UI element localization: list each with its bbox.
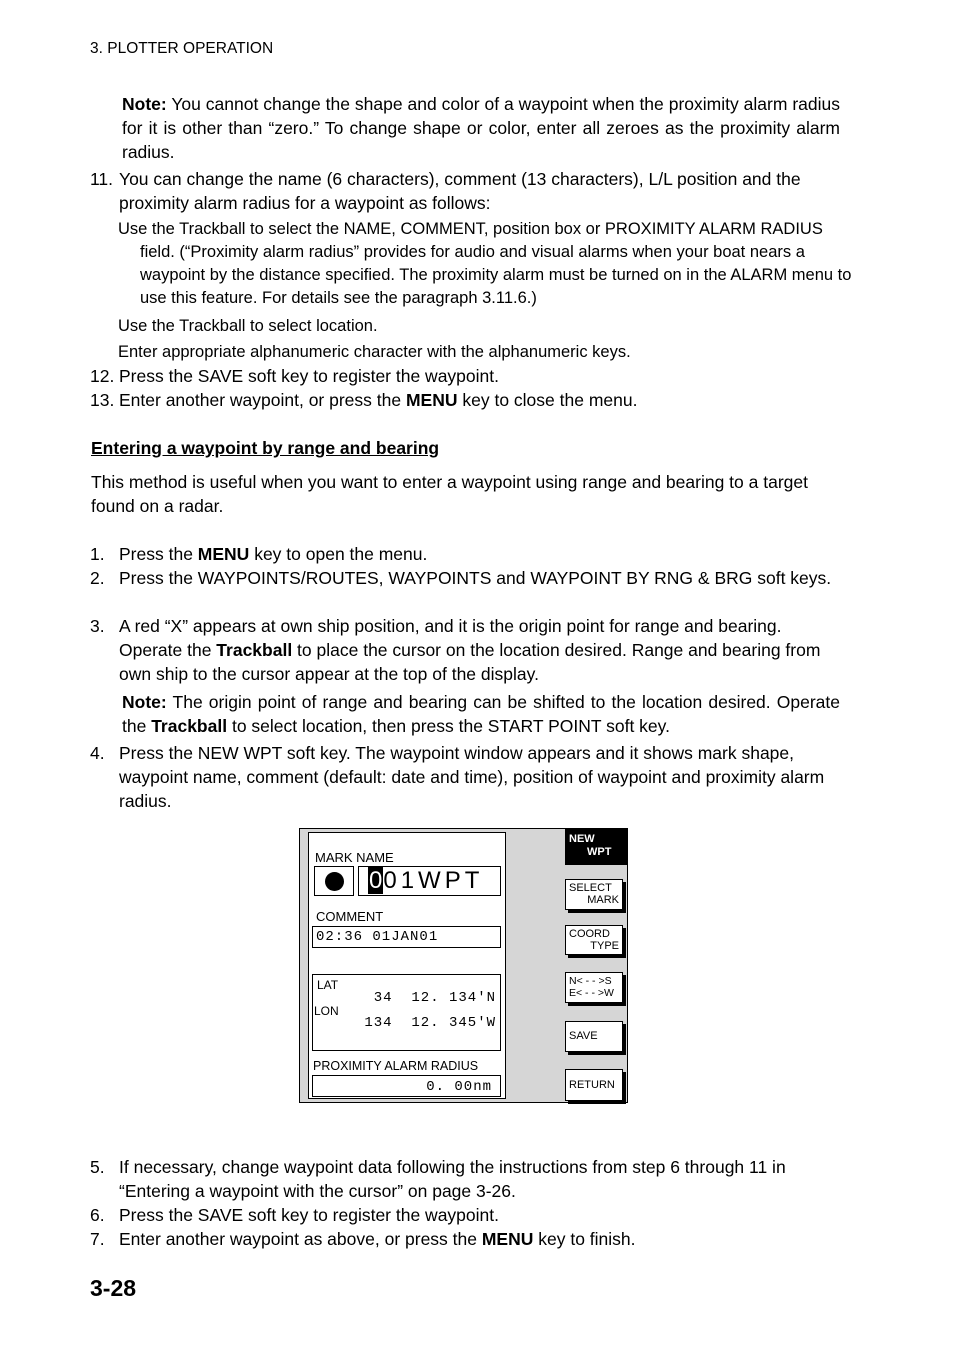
mark-name-label: MARK NAME [315, 850, 394, 865]
position-box[interactable] [312, 974, 501, 1051]
trackball-label: Trackball [216, 640, 293, 660]
step-number: 1. [90, 544, 105, 564]
select-mark-softkey[interactable] [565, 879, 623, 910]
softkey-label: COORD [569, 928, 610, 940]
step-text: Press the [119, 544, 198, 564]
step-text: Press the SAVE soft key to register the waypoint. [119, 1205, 499, 1225]
page-number: 3-28 [90, 1275, 137, 1301]
step-text: Press the WAYPOINTS/ROUTES, WAYPOINTS and WAYPOINT BY RNG & BRG soft keys. [119, 568, 832, 588]
menu-key-label: MENU [405, 390, 458, 410]
softkey-label: WPT [587, 846, 612, 858]
step-number: 6. [90, 1205, 105, 1225]
step-11 [90, 167, 842, 215]
step-text: Press the NEW WPT soft key. The waypoint window appears and it shows mark shape, waypoint name, comment (default: date and time), position of waypoint and proximity alarm radius. [119, 743, 825, 811]
softkey-label: TYPE [590, 940, 619, 952]
step-6 [90, 1203, 842, 1227]
step-number: 4. [90, 743, 105, 763]
step-text: key to open the menu. [249, 544, 428, 564]
mark-name-field[interactable] [358, 866, 501, 896]
comment-label: COMMENT [316, 909, 384, 924]
step-5 [90, 1155, 842, 1203]
note-text: You cannot change the shape and color of a waypoint when the proximity alarm radius for it is other than “zero.” To change shape or color, enter all zeroes as the proximity alarm radius. [122, 94, 841, 162]
menu-key-label: MENU [197, 544, 250, 564]
step-11-sub-2: Use the Trackball to select location. [118, 317, 378, 335]
note-paragraph-2 [122, 690, 840, 738]
softkey-label: NEW [569, 833, 595, 845]
softkey-label: N< - - >S [569, 975, 612, 987]
step-12 [90, 364, 842, 388]
save-softkey[interactable] [565, 1021, 623, 1052]
step-11-sub-3: Enter appropriate alphanumeric character with the alphanumeric keys. [118, 343, 631, 361]
mark-shape-box[interactable] [314, 866, 354, 896]
proximity-alarm-field[interactable]: 0. 00nm [312, 1075, 501, 1097]
return-softkey[interactable] [565, 1069, 623, 1101]
step-number: 3. [90, 616, 105, 636]
lon-value: 134 12. 345'W [364, 1015, 496, 1031]
note-text: to select location, then press the START POINT soft key. [227, 716, 670, 736]
step-number: 13. [90, 390, 115, 410]
hemisphere-softkey[interactable] [565, 972, 623, 1003]
step-number: 5. [90, 1157, 105, 1177]
step-3 [90, 614, 842, 686]
step-text: Enter another waypoint, or press the [119, 390, 406, 410]
text-cursor: 0 [369, 867, 383, 894]
filled-circle-icon [325, 872, 344, 891]
softkey-label: RETURN [569, 1079, 615, 1091]
note-paragraph [122, 92, 840, 164]
softkey-label: SELECT [569, 882, 612, 894]
step-number: 11. [90, 169, 114, 189]
waypoint-window-figure [299, 828, 628, 1103]
softkey-label: SAVE [569, 1030, 598, 1042]
step-text: key to finish. [533, 1229, 636, 1249]
note-label: Note: [122, 692, 167, 712]
step-text: Press the SAVE soft key to register the waypoint. [119, 366, 499, 386]
waypoint-entry-panel [308, 832, 506, 1099]
comment-field[interactable]: 02:36 01JAN01 [312, 926, 501, 948]
softkey-label: MARK [587, 894, 619, 906]
softkey-label: E< - - >W [569, 987, 614, 999]
step-text: You can change the name (6 characters), comment (13 characters), L/L position and the proximity alarm radius for a waypoint as follows: [119, 169, 801, 213]
new-wpt-softkey[interactable] [565, 829, 628, 865]
trackball-label: Trackball [151, 716, 228, 736]
intro-paragraph: This method is useful when you want to enter a waypoint using range and bearing to a target found on a radar. [91, 472, 808, 516]
step-text: to place the cursor on the location desired. Range and bearing from own ship to the cursor appear at the top of the display. [119, 640, 821, 684]
lon-label: LON [314, 1004, 339, 1018]
step-7 [90, 1227, 842, 1251]
note-text: The origin point of range and bearing can be shifted to the location desired. Operate the [122, 692, 840, 736]
running-header: 3. PLOTTER OPERATION [90, 40, 274, 57]
proximity-alarm-label: PROXIMITY ALARM RADIUS [313, 1059, 479, 1073]
step-number: 7. [90, 1229, 105, 1249]
step-4 [90, 741, 842, 813]
step-number: 2. [90, 568, 105, 588]
lat-value: 34 12. 134'N [373, 990, 496, 1006]
note-label: Note: [122, 94, 167, 114]
step-13 [90, 388, 842, 412]
step-1 [90, 542, 842, 566]
mark-name-value: 01WPT [383, 867, 484, 894]
step-text: Enter another waypoint as above, or press the [119, 1229, 482, 1249]
step-number: 12. [90, 366, 115, 386]
lat-label: LAT [317, 978, 339, 992]
coord-type-softkey[interactable] [565, 925, 623, 955]
step-text: A red “X” appears at own ship position, and it is the origin point for range and bearing. Operate the [119, 616, 782, 660]
step-text: If necessary, change waypoint data following the instructions from step 6 through 11 in “Entering a waypoint with the cursor” on page 3-26. [119, 1157, 786, 1201]
step-2 [90, 566, 842, 590]
step-text: key to close the menu. [457, 390, 638, 410]
menu-key-label: MENU [481, 1229, 534, 1249]
step-11-sub-1: Use the Trackball to select the NAME, COMMENT, position box or PROXIMITY ALARM RADIUS field. (“Proximity alarm radius” provides for audio and visual alarms when your boat nears a waypoint by the distance specified. The proximity alarm must be turned on in the ALARM menu to use this feature. For details see the paragraph 3.11.6.) [118, 220, 852, 307]
section-heading: Entering a waypoint by range and bearing [91, 438, 440, 458]
